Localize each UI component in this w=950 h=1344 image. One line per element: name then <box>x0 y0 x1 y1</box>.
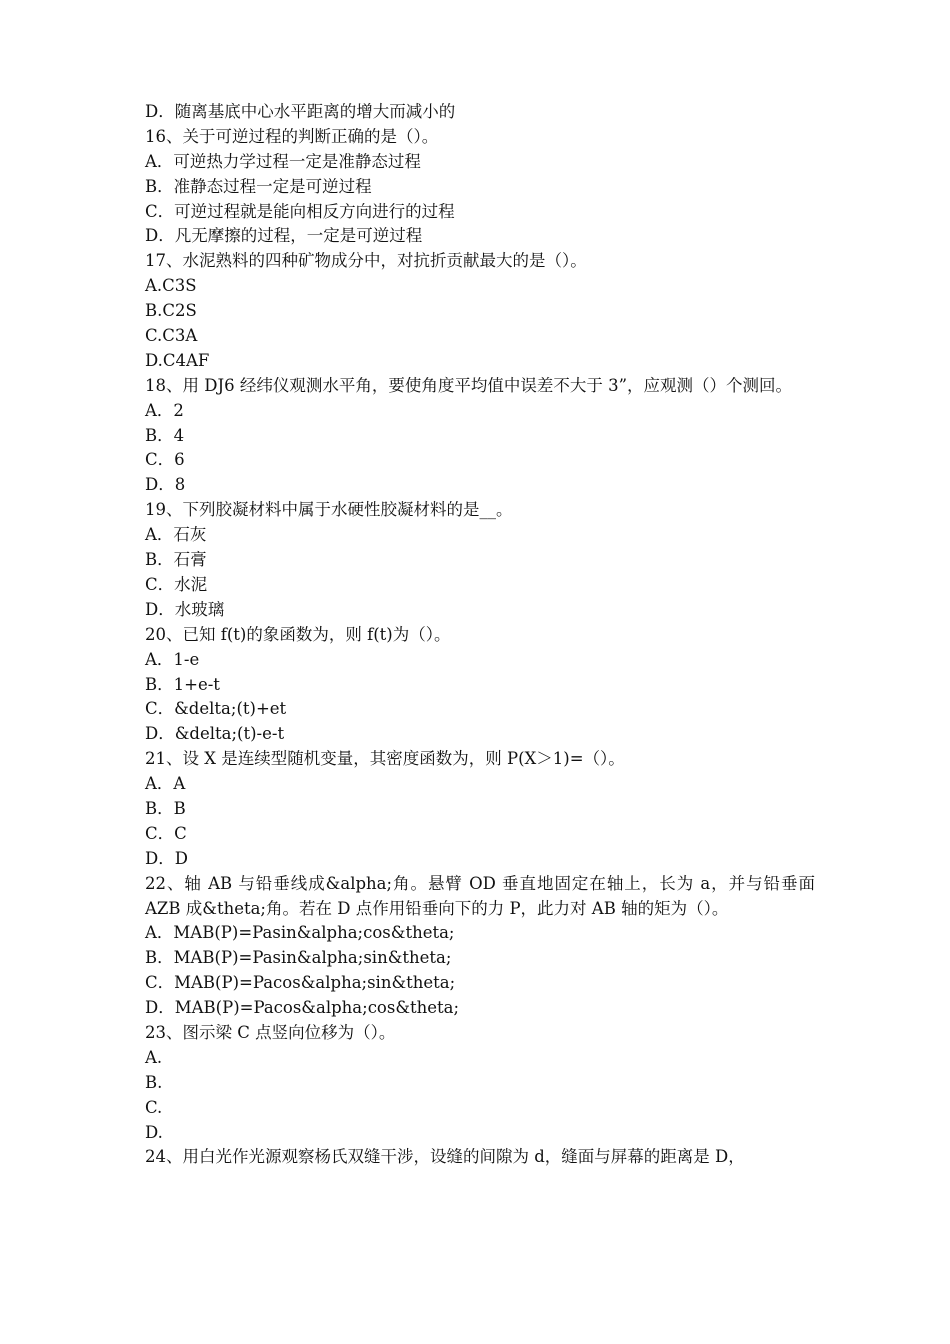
answer-option: B．4 <box>145 425 185 445</box>
answer-option: A. <box>145 1047 163 1067</box>
answer-option: A．石灰 <box>145 525 207 545</box>
answer-option: D．凡无摩擦的过程，一定是可逆过程 <box>145 226 423 246</box>
answer-option: C．&delta;(t)+et <box>145 699 287 719</box>
answer-option: D．随离基底中心水平距离的增大而减小的 <box>145 102 456 121</box>
question-text: 21、设 X 是连续型随机变量，其密度函数为，则 P(X＞1)=（）。 <box>145 749 625 769</box>
answer-option: B．准静态过程一定是可逆过程 <box>145 176 372 196</box>
answer-option: D．MAB(P)=Pacos&alpha;cos&theta; <box>145 998 460 1018</box>
answer-option: B．B <box>145 798 186 818</box>
question-text: 18、用 DJ6 经纬仪观测水平角，要使角度平均值中误差不大于 3”，应观测（）个测回。 <box>145 375 793 395</box>
answer-option: B. <box>145 1072 163 1092</box>
answer-option: D．水玻璃 <box>145 599 225 619</box>
question-text: 19、下列胶凝材料中属于水硬性胶凝材料的是__。 <box>145 500 513 520</box>
answer-option: B．MAB(P)=Pasin&alpha;sin&theta; <box>145 948 452 968</box>
answer-option: C．C <box>145 823 187 843</box>
answer-option: A.C3S <box>145 276 197 296</box>
answer-option: C.C3A <box>145 326 198 346</box>
question-text: 17、水泥熟料的四种矿物成分中，对抗折贡献最大的是（）。 <box>145 251 587 271</box>
answer-option: A．MAB(P)=Pasin&alpha;cos&theta; <box>145 923 455 943</box>
answer-option: C．水泥 <box>145 574 208 594</box>
answer-option: B.C2S <box>145 301 197 321</box>
answer-option: C. <box>145 1097 163 1117</box>
question-text: 20、已知 f(t)的象函数为，则 f(t)为（）。 <box>145 624 451 644</box>
answer-option: A．A <box>145 774 186 794</box>
question-text: 24、用白光作光源观察杨氏双缝干涉，设缝的间隙为 d，缝面与屏幕的距离是 D， <box>145 1147 745 1167</box>
answer-option: C．6 <box>145 450 185 470</box>
document-body <box>145 100 815 1170</box>
answer-option: A．2 <box>145 400 184 420</box>
answer-option: D．&delta;(t)-e-t <box>145 724 285 744</box>
answer-option: C．MAB(P)=Pacos&alpha;sin&theta; <box>145 973 456 993</box>
answer-option: D. <box>145 1122 163 1142</box>
answer-option: C．可逆过程就是能向相反方向进行的过程 <box>145 201 455 221</box>
question-text: 16、关于可逆过程的判断正确的是（）。 <box>145 126 439 146</box>
answer-option: D．8 <box>145 475 186 495</box>
answer-option: B．石膏 <box>145 550 207 570</box>
answer-option: D.C4AF <box>145 350 210 370</box>
answer-option: B．1+e-t <box>145 674 220 694</box>
answer-option: A．可逆热力学过程一定是准静态过程 <box>145 151 421 171</box>
question-text: 23、图示梁 C 点竖向位移为（）。 <box>145 1023 396 1042</box>
question-text: 22、轴 AB 与铅垂线成&alpha;角。悬臂 OD 垂直地固定在轴上，长为 a，并与铅垂面 AZB 成&theta;角。若在 D 点作用铅垂向下的力 P，此力对 AB 轴的矩为（）。 <box>145 873 815 918</box>
answer-option: A．1-e <box>145 649 200 669</box>
answer-option: D．D <box>145 848 188 868</box>
